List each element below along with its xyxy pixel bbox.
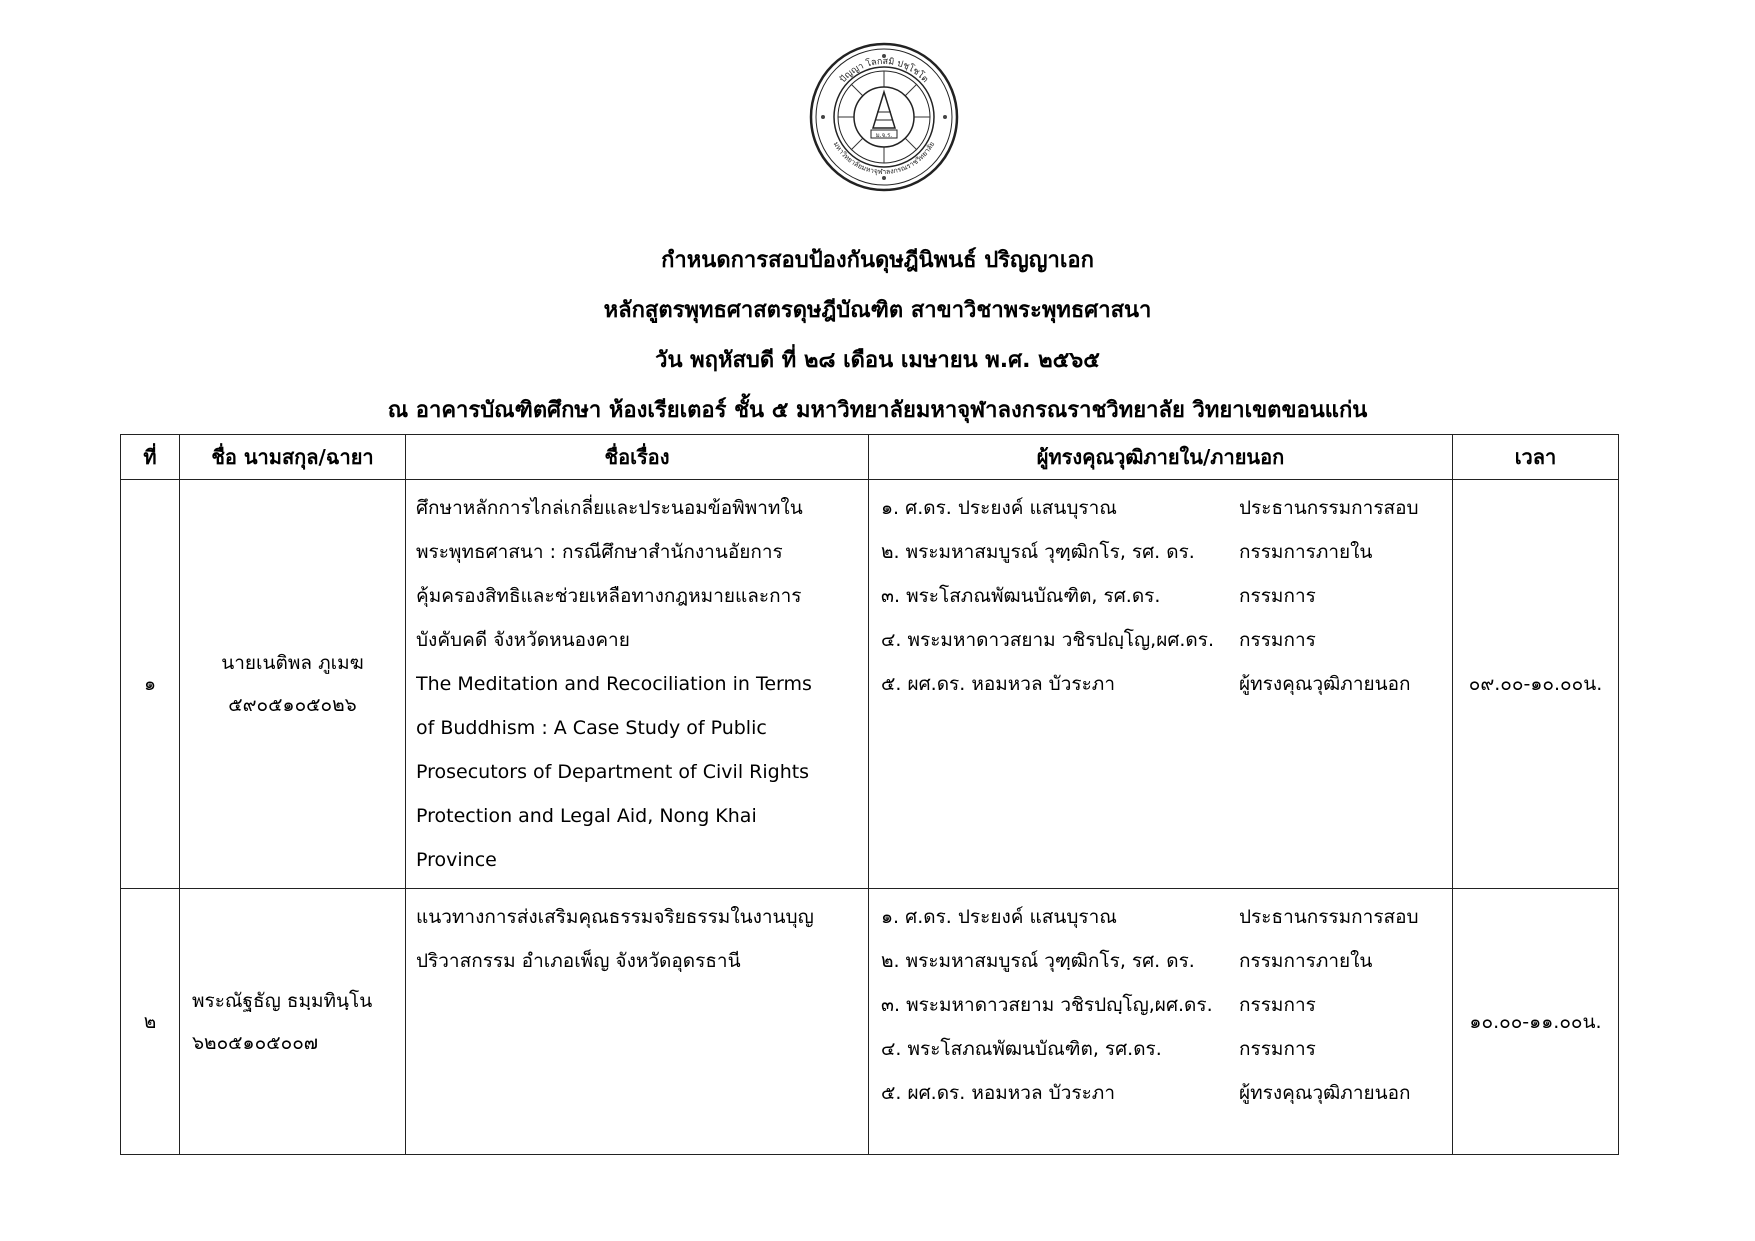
header-line-3: วัน พฤหัสบดี ที่ ๒๘ เดือน เมษายน พ.ศ. ๒๕๖๕ <box>655 348 1100 373</box>
thesis-title-line: The Meditation and Recociliation in Terms <box>416 673 812 695</box>
committee-member <box>869 1027 1452 1071</box>
committee-member-name: ๔. พระมหาดาวสยาม วชิรปญฺโญ,ผศ.ดร. <box>881 629 1215 651</box>
committee-cell <box>869 480 1453 889</box>
committee-member <box>869 895 1452 939</box>
exam-time: ๑๐.๐๐-๑๑.๐๐น. <box>1453 889 1619 1155</box>
committee-member <box>869 662 1452 706</box>
university-seal <box>809 42 959 192</box>
thesis-title-line: Prosecutors of Department of Civil Rights <box>416 761 810 783</box>
thesis-title-line: คุ้มครองสิทธิและช่วยเหลือทางกฎหมายและการ <box>416 585 802 607</box>
committee-member <box>869 1071 1452 1115</box>
thesis-title-cell <box>406 480 869 889</box>
header-line-4: ณ อาคารบัณฑิตศึกษา ห้องเรียเตอร์ ชั้น ๕ มหาวิทยาลัยมหาจุฬาลงกรณราชวิทยาลัย วิทยาเขตขอนแก่น <box>387 398 1368 423</box>
committee-member-role: กรรมการ <box>1239 585 1316 607</box>
thesis-title-line: แนวทางการส่งเสริมคุณธรรมจริยธรรมในงานบุญ <box>416 906 814 928</box>
committee-member <box>869 618 1452 662</box>
header-line-1: กำหนดการสอบป้องกันดุษฎีนิพนธ์ ปริญญาเอก <box>661 248 1094 273</box>
committee-member-name: ๔. พระโสภณพัฒนบัณฑิต, รศ.ดร. <box>881 1038 1162 1060</box>
seal-top-text: ปัญญา โลกสมิ ปชฺโชโต <box>838 56 930 86</box>
thesis-title-line: พระพุทธศาสนา : กรณีศึกษาสำนักงานอัยการ <box>416 541 783 563</box>
committee-member <box>869 939 1452 983</box>
table-header-row <box>121 435 1619 480</box>
committee-member-role: กรรมการ <box>1239 1038 1316 1060</box>
column-header-no: ที่ <box>121 435 180 480</box>
committee-member-name: ๕. ผศ.ดร. หอมหวล บัวระภา <box>881 673 1115 695</box>
committee-member-role: ผู้ทรงคุณวุฒิภายนอก <box>1239 1082 1411 1104</box>
thesis-title-line: Protection and Legal Aid, Nong Khai <box>416 805 757 827</box>
candidate-id: ๖๒๐๕๑๐๕๐๐๗ <box>192 1031 319 1054</box>
committee-member-role: ประธานกรรมการสอบ <box>1239 906 1419 928</box>
committee-member-name: ๓. พระโสภณพัฒนบัณฑิต, รศ.ดร. <box>881 585 1161 607</box>
column-header-committee: ผู้ทรงคุณวุฒิภายใน/ภายนอก <box>869 435 1453 480</box>
committee-member-name: ๑. ศ.ดร. ประยงค์ แสนบุราณ <box>881 906 1117 928</box>
exam-schedule-table <box>120 434 1619 1155</box>
committee-member-name: ๕. ผศ.ดร. หอมหวล บัวระภา <box>881 1082 1115 1104</box>
thesis-title-line: ศึกษาหลักการไกล่เกลี่ยและประนอมข้อพิพาทใน <box>416 497 803 519</box>
thesis-title-line: ปริวาสกรรม อำเภอเพ็ญ จังหวัดอุดรธานี <box>416 950 741 972</box>
row-number: ๑ <box>121 480 180 889</box>
committee-member-role: ประธานกรรมการสอบ <box>1239 497 1419 519</box>
document-header <box>0 236 1755 436</box>
committee-member-role: กรรมการภายใน <box>1239 541 1373 563</box>
thesis-title-line: บังคับคดี จังหวัดหนองคาย <box>416 629 630 651</box>
seal-center-text: ม.จ.ร. <box>875 132 893 139</box>
header-line-2: หลักสูตรพุทธศาสตรดุษฎีบัณฑิต สาขาวิชาพระพุทธศาสนา <box>603 298 1152 323</box>
seal-bottom-text: มหาวิทยาลัยมหาจุฬาลงกรณราชวิทยาลัย <box>831 140 937 177</box>
committee-member <box>869 530 1452 574</box>
committee-member-role: กรรมการ <box>1239 629 1316 651</box>
committee-cell <box>869 889 1453 1155</box>
candidate-name: นายเนติพล ภูเมฆ <box>221 652 364 674</box>
thesis-title-line: Province <box>416 849 497 871</box>
candidate-id: ๕๙๐๕๑๐๕๐๒๖ <box>228 694 357 716</box>
committee-member-role: กรรมการ <box>1239 994 1316 1016</box>
committee-member-role: ผู้ทรงคุณวุฒิภายนอก <box>1239 673 1411 695</box>
committee-member-name: ๒. พระมหาสมบูรณ์ วุฑฺฒิกโร, รศ. ดร. <box>881 541 1195 563</box>
committee-member <box>869 486 1452 530</box>
column-header-title: ชื่อเรื่อง <box>406 435 869 480</box>
committee-member <box>869 983 1452 1027</box>
table-row <box>121 889 1619 1155</box>
candidate-cell <box>180 889 406 1155</box>
thesis-title-line: of Buddhism : A Case Study of Public <box>416 717 767 739</box>
column-header-name: ชื่อ นามสกุล/ฉายา <box>180 435 406 480</box>
committee-member <box>869 574 1452 618</box>
committee-member-role: กรรมการภายใน <box>1239 950 1373 972</box>
column-header-time: เวลา <box>1453 435 1619 480</box>
candidate-name: พระณัฐธัญ ธมฺมทินฺโน <box>192 989 373 1012</box>
committee-member-name: ๒. พระมหาสมบูรณ์ วุฑฺฒิกโร, รศ. ดร. <box>881 950 1195 972</box>
thesis-title-cell <box>406 889 869 1155</box>
table-row <box>121 480 1619 889</box>
row-number: ๒ <box>121 889 180 1155</box>
committee-member-name: ๑. ศ.ดร. ประยงค์ แสนบุราณ <box>881 497 1117 519</box>
exam-time: ๐๙.๐๐-๑๐.๐๐น. <box>1453 480 1619 889</box>
candidate-cell <box>180 480 406 889</box>
committee-member-name: ๓. พระมหาดาวสยาม วชิรปญฺโญ,ผศ.ดร. <box>881 994 1213 1016</box>
